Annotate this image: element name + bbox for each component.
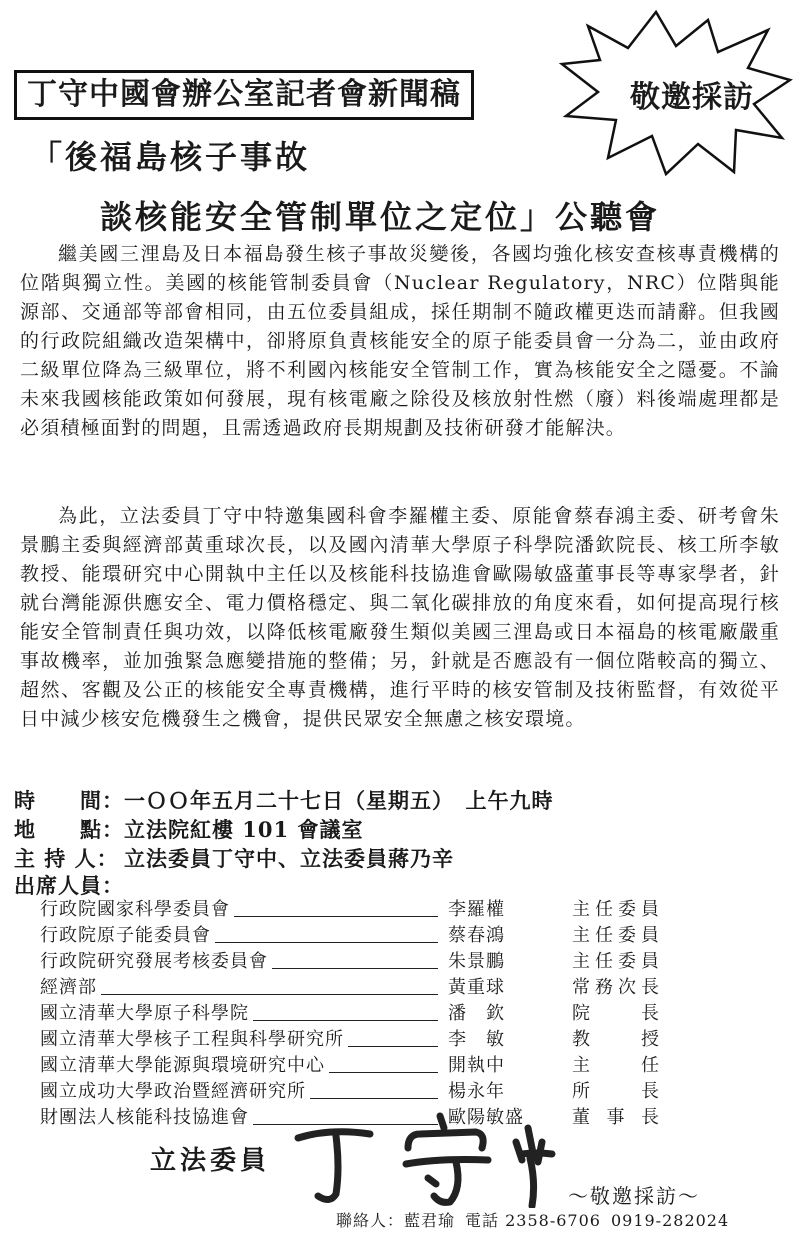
attendee-rule-line	[272, 968, 438, 969]
attendee-rule-line	[310, 1098, 438, 1099]
attendee-org: 國立清華大學原子科學院	[40, 1003, 249, 1024]
signature-label: 立法委員	[150, 1146, 271, 1176]
contact-mobile: 0919-282024	[610, 1211, 730, 1230]
invite-footer-text: ～敬邀採訪～	[568, 1184, 700, 1208]
press-release-title: 丁守中國會辦公室記者會新聞稿	[14, 70, 474, 120]
headline-line-2: 談核能安全管制單位之定位」公聽會	[100, 198, 661, 236]
attendee-name: 楊永年	[448, 1081, 505, 1102]
attendee-name: 李羅權	[448, 899, 505, 920]
contact-phone: 電話 2358-6706	[465, 1211, 601, 1230]
attendee-title: 所長	[572, 1081, 660, 1102]
attendee-org: 國立成功大學政治暨經濟研究所	[40, 1081, 306, 1102]
time-label: 時 間：	[14, 788, 124, 813]
attendee-title: 董事長	[572, 1107, 660, 1128]
attendee-org: 國立清華大學能源與環境研究中心	[40, 1055, 325, 1076]
attendee-org: 國立清華大學核子工程與科學研究所	[40, 1029, 344, 1050]
attendee-row	[40, 897, 720, 923]
attendee-org: 經濟部	[40, 977, 97, 998]
attendee-name: 李 敏	[448, 1029, 505, 1050]
place-value: 立法院紅樓 101 會議室	[124, 817, 364, 842]
invite-badge-text: 敬邀採訪	[630, 80, 754, 115]
body-paragraph-2: 為此，立法委員丁守中特邀集國科會李羅權主委、原能會蔡春鴻主委、研考會朱景鵬主委與經濟部黃重球次長，以及國內清華大學原子科學院潘欽院長、核工所李敏教授、能環研究中心開執中主任以及核能科技協進會歐陽敏盛董事長等專家學者，針就台灣能源供應安全、電力價格穩定、與二氧化碳排放的角度來看，如何提高現行核能安全管制責任與功效，以降低核電廠發生類似美國三浬島或日本福島的核電廠嚴重事故機率，並加強緊急應變措施的整備；另，針就是否應設有一個位階較高的獨立、超然、客觀及公正的核能安全專責機構，進行平時的核安管制及技術監督，有效從平日中減少核安危機發生之機會，提供民眾安全無慮之核安環境。	[20, 505, 780, 730]
attendee-rule-line	[329, 1072, 438, 1073]
attendee-name: 黃重球	[448, 977, 505, 998]
attendee-row	[40, 1001, 720, 1027]
host-label: 主 持 人：	[14, 846, 119, 871]
event-place	[14, 814, 363, 844]
event-host	[14, 843, 454, 873]
contact-person: 聯絡人：藍君瑜	[336, 1211, 456, 1230]
attendee-title: 主任委員	[572, 951, 660, 972]
contact-line	[336, 1208, 739, 1231]
body-paragraph-1: 繼美國三浬島及日本福島發生核子事故災變後，各國均強化核安查核專責機構的位階與獨立性。美國的核能管制委員會（Nuclear Regulatory，NRC）位階與能源部、交通部等部會相同，由五位委員組成，採任期制不隨政權更迭而請辭。但我國的行政院組織改造架構中，卻將原負責核能安全的原子能委員會一分為二，並由政府二級單位降為三級單位，將不利國內核能安全管制工作，實為核能安全之隱憂。不論未來我國核能政策如何發展，現有核電廠之除役及核放射性燃（廢）料後端處理都是必須積極面對的問題，且需透過政府長期規劃及技術研發才能解決。	[20, 243, 780, 439]
attendee-org: 行政院原子能委員會	[40, 925, 211, 946]
attendee-rule-line	[101, 994, 438, 995]
attendee-list	[40, 897, 720, 1131]
handwritten-signature	[290, 1108, 590, 1208]
headline-line-1: 「後福島核子事故	[30, 138, 311, 176]
attendee-org: 財團法人核能科技協進會	[40, 1107, 249, 1128]
attendee-name: 開執中	[448, 1055, 505, 1076]
attendee-title: 主任	[572, 1055, 660, 1076]
attendee-name: 蔡春鴻	[448, 925, 505, 946]
attendee-title: 教授	[572, 1029, 660, 1050]
place-label: 地 點：	[14, 817, 124, 842]
attendees-label: 出席人員：	[14, 873, 124, 898]
attendee-name: 朱景鵬	[448, 951, 505, 972]
attendee-rule-line	[234, 916, 438, 917]
attendee-row	[40, 1053, 720, 1079]
attendee-title: 院長	[572, 1003, 660, 1024]
attendee-title: 主任委員	[572, 925, 660, 946]
attendee-name: 歐陽敏盛	[448, 1107, 524, 1128]
attendee-title: 主任委員	[572, 899, 660, 920]
event-time	[14, 785, 554, 815]
attendee-rule-line	[348, 1046, 438, 1047]
attendee-org: 行政院國家科學委員會	[40, 899, 230, 920]
attendee-name: 潘 欽	[448, 1003, 505, 1024]
attendee-rule-line	[253, 1020, 438, 1021]
attendee-row	[40, 923, 720, 949]
attendee-row	[40, 1079, 720, 1105]
host-value: 立法委員丁守中、立法委員蔣乃辛	[124, 846, 454, 871]
attendee-row	[40, 949, 720, 975]
attendee-row	[40, 975, 720, 1001]
attendee-org: 行政院研究發展考核委員會	[40, 951, 268, 972]
attendee-row	[40, 1027, 720, 1053]
attendee-title: 常務次長	[572, 977, 660, 998]
attendee-rule-line	[215, 942, 438, 943]
time-value: 一ＯＯ年五月二十七日（星期五） 上午九時	[124, 788, 554, 813]
